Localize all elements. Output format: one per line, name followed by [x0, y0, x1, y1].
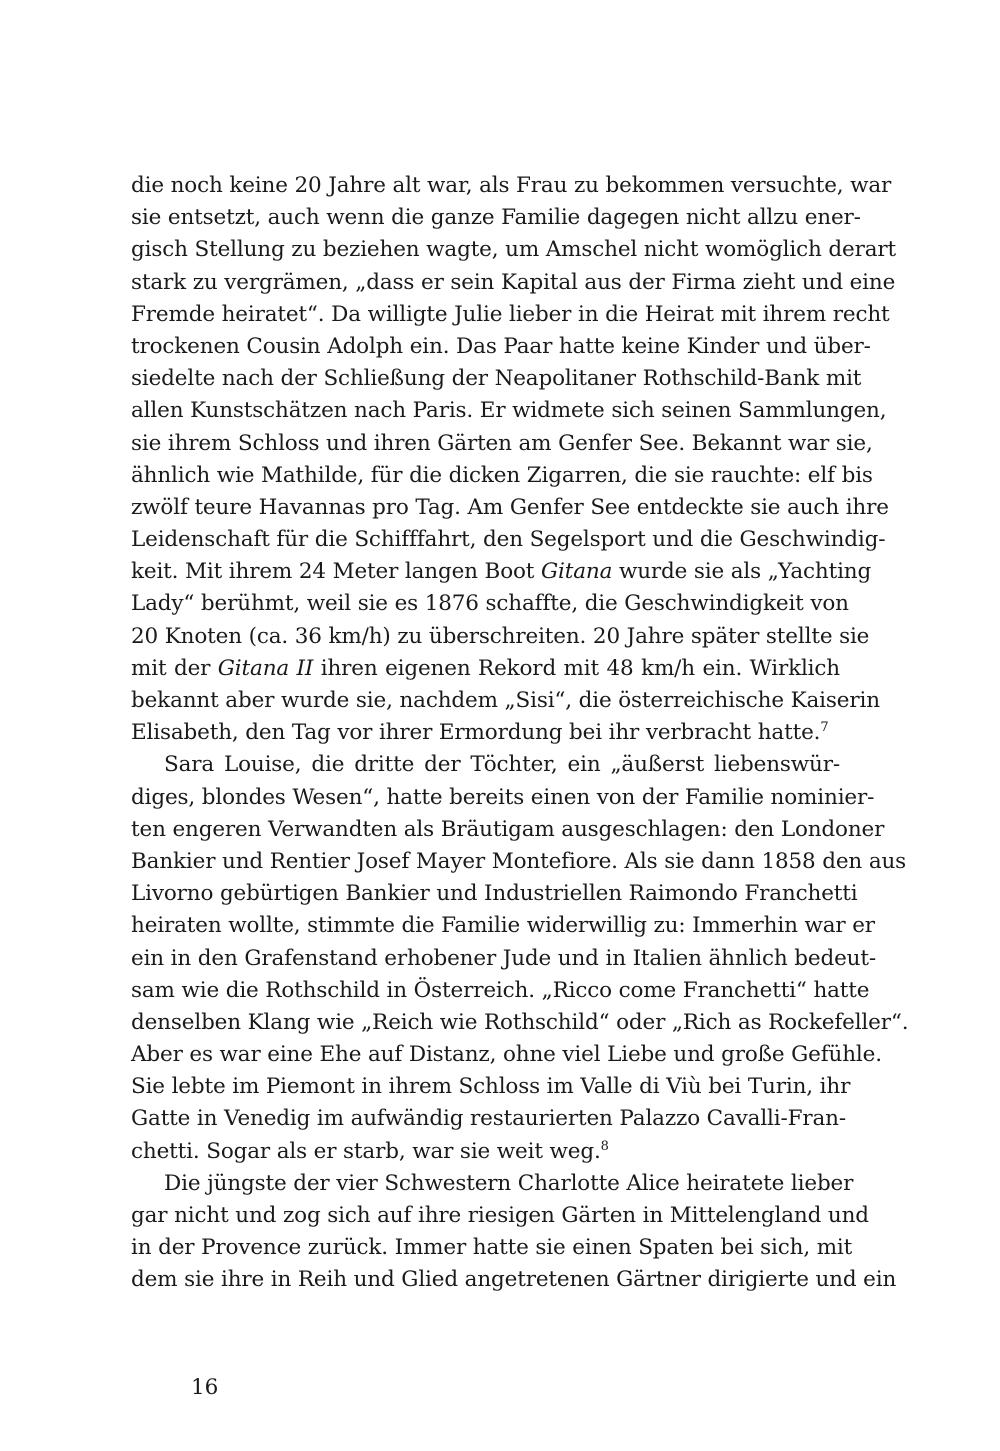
boat-name: Gitana II — [217, 655, 314, 681]
text-line: gisch Stellung zu beziehen wagte, um Amschel nicht womöglich derart — [131, 237, 897, 263]
text-line: Sara Louise, die dritte der Töchter, ein „äußerst liebenswür- — [164, 752, 840, 778]
text-line: ein in den Grafenstand erhobener Jude und in Italien ähnlich bedeut- — [131, 945, 876, 971]
text-line: stark zu vergrämen, „dass er sein Kapital aus der Firma zieht und eine — [131, 269, 896, 295]
text-line: sam wie die Rothschild in Österreich. „Ricco come Franchetti“ hatte — [131, 977, 870, 1003]
text-line: zwölf teure Havannas pro Tag. Am Genfer See entdeckte sie auch ihre — [131, 494, 889, 520]
footnote-marker[interactable]: 7 — [820, 720, 829, 736]
text-line: Sie lebte im Piemont in ihrem Schloss im Valle di Viù bei Turin, ihr — [131, 1074, 851, 1100]
text-line: ten engeren Verwandten als Bräutigam ausgeschlagen: den Londoner — [131, 816, 885, 842]
text-line: Livorno gebürtigen Bankier und Industriellen Raimondo Franchetti — [131, 881, 858, 907]
text-line: Aber es war eine Ehe auf Distanz, ohne viel Liebe und große Gefühle. — [131, 1042, 882, 1068]
text-segment: keit. Mit ihrem 24 Meter langen Boot — [131, 559, 541, 585]
text-line: sie ihrem Schloss und ihren Gärten am Genfer See. Bekannt war sie, — [131, 430, 873, 456]
text-line: Leidenschaft für die Schifffahrt, den Segelsport und die Geschwindig- — [131, 527, 886, 553]
text-line: allen Kunstschätzen nach Paris. Er widmete sich seinen Sammlungen, — [131, 398, 887, 424]
text-line: sie entsetzt, auch wenn die ganze Familie dagegen nicht allzu ener- — [131, 205, 861, 231]
text-line: Die jüngste der vier Schwestern Charlotte Alice heiratete lieber — [164, 1170, 854, 1196]
text-line — [131, 556, 872, 588]
text-line — [131, 653, 840, 685]
text-segment: chetti. Sogar als er starb, war sie weit weg. — [131, 1138, 601, 1164]
text-segment: wurde sie als „Yachting — [612, 559, 872, 585]
text-line: heiraten wollte, stimmte die Familie widerwillig zu: Immerhin war er — [131, 913, 875, 939]
text-line: diges, blondes Wesen“, hatte bereits einen von der Familie nominier- — [131, 784, 875, 810]
text-line: dem sie ihre in Reih und Glied angetretenen Gärtner dirigierte und ein — [131, 1267, 897, 1293]
text-line: gar nicht und zog sich auf ihre riesigen Gärten in Mittelengland und — [131, 1203, 869, 1228]
text-line: 20 Knoten (ca. 36 km/h) zu überschreiten. 20 Jahre später stellte sie — [131, 623, 870, 649]
text-line: die noch keine 20 Jahre alt war, als Frau zu bekommen versuchte, war — [131, 173, 892, 198]
text-line: ähnlich wie Mathilde, für die dicken Zigarren, die sie rauchte: elf bis — [131, 462, 873, 488]
footnote-marker[interactable]: 8 — [600, 1138, 609, 1154]
text-line — [131, 717, 840, 749]
boat-name: Gitana — [540, 559, 613, 585]
text-segment: ihren eigenen Rekord mit 48 km/h ein. Wirklich — [313, 655, 840, 681]
page-number: 16 — [191, 1375, 219, 1400]
text-line: in der Provence zurück. Immer hatte sie einen Spaten bei sich, mit — [131, 1235, 853, 1261]
text-line: Lady“ berühmt, weil sie es 1876 schaffte, die Geschwindigkeit von — [131, 591, 849, 617]
text-line — [131, 1136, 840, 1168]
text-line: Gatte in Venedig im aufwändig restaurierten Palazzo Cavalli-Fran- — [131, 1106, 846, 1132]
text-line: bekannt aber wurde sie, nachdem „Sisi“, die österreichische Kaiserin — [131, 688, 880, 713]
text-segment: mit der — [131, 655, 218, 681]
text-line: Fremde heiratet“. Da willigte Julie lieber in die Heirat mit ihrem recht — [131, 301, 890, 327]
text-line: trockenen Cousin Adolph ein. Das Paar hatte keine Kinder und über- — [131, 333, 871, 359]
text-line: siedelte nach der Schließung der Neapolitaner Rothschild-Bank mit — [131, 366, 862, 392]
text-line: denselben Klang wie „Reich wie Rothschild“ oder „Rich as Rockefeller“. — [131, 1009, 909, 1035]
text-line: Bankier und Rentier Josef Mayer Montefiore. Als sie dann 1858 den aus — [131, 848, 907, 874]
text-segment: Elisabeth, den Tag vor ihrer Ermordung bei ihr verbracht hatte. — [131, 720, 821, 746]
body-text — [131, 170, 909, 1297]
